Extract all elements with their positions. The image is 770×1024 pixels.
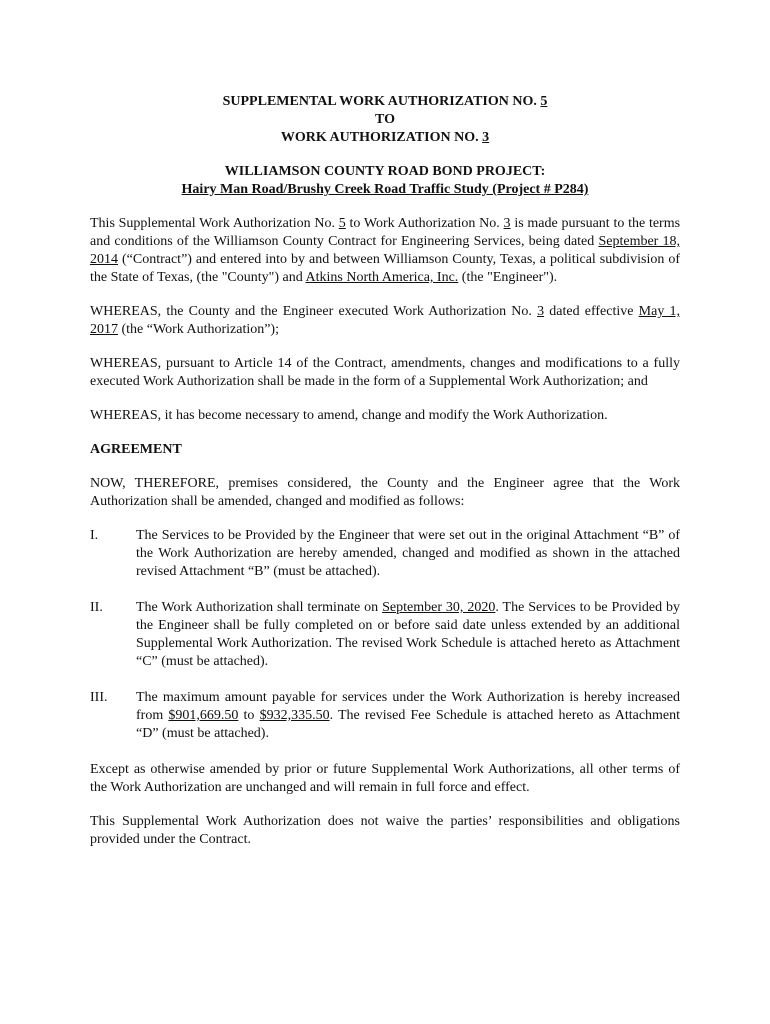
list-item-text: The Services to be Provided by the Engineer that were set out in the original Attachment “B” of the Work Authorization are hereby amended, changed and modified as shown in the attached revised Attachment “B” (must be attached). (136, 528, 680, 579)
contract-date: September 18, 2014 (90, 234, 681, 267)
list-item (90, 689, 680, 743)
amount-from: $901,669.50 (168, 708, 239, 723)
list-item-text: The maximum amount payable for services under the Work Authorization is hereby increased from $901,669.50 to $932,335.50. The revised Fee Schedule is attached hereto as Attachment “D” (must be attached). (136, 690, 681, 741)
list-item-number: III. (90, 690, 108, 705)
now-therefore-paragraph: NOW, THEREFORE, premises considered, the County and the Engineer agree that the Work Authorization shall be amended, changed and modified as follows: (90, 476, 680, 509)
amendment-list (90, 527, 680, 743)
intro-paragraph: This Supplemental Work Authorization No. 5 to Work Authorization No. 3 is made pursuant to the terms and conditions of the Williamson County Contract for Engineering Services, being dated September 18, 2014 (“Contract”) and entered into by and between Williamson County, Texas, a political subdivision of the State of Texas, (the "County") and Atkins North America, Inc. (the "Engineer"). (90, 216, 681, 285)
whereas-paragraph-3: WHEREAS, it has become necessary to amend, change and modify the Work Authorization. (90, 408, 608, 423)
list-item (90, 527, 680, 581)
whereas-paragraph-2: WHEREAS, pursuant to Article 14 of the Contract, amendments, changes and modifications to a fully executed Work Authorization shall be made in the form of a Supplemental Work Authorization; and (90, 356, 680, 389)
document-header (90, 93, 680, 199)
termination-date: September 30, 2020 (382, 600, 496, 615)
header-line-2: TO (375, 112, 395, 127)
agreement-heading: AGREEMENT (90, 442, 182, 457)
list-item-text: The Work Authorization shall terminate on September 30, 2020. The Services to be Provided by the Engineer shall be fully completed on or before said date unless extended by an additional Supplemental Work Authorization. The revised Work Schedule is attached hereto as Attachment “C” (must be attached). (136, 600, 681, 669)
engineer-name: Atkins North America, Inc. (305, 270, 459, 285)
header-line-1: SUPPLEMENTAL WORK AUTHORIZATION NO. 5 (222, 94, 548, 109)
project-title: WILLIAMSON COUNTY ROAD BOND PROJECT: (224, 164, 546, 179)
header-line-3: WORK AUTHORIZATION NO. 3 (280, 130, 490, 145)
whereas-paragraph-1: WHEREAS, the County and the Engineer executed Work Authorization No. 3 dated effective May 1, 2017 (the “Work Authorization”); (90, 304, 681, 337)
list-item-number: II. (90, 600, 103, 615)
list-item-number: I. (90, 528, 99, 543)
waiver-paragraph: This Supplemental Work Authorization does not waive the parties’ responsibilities and obligations provided under the Contract. (90, 814, 680, 847)
supplemental-number: 5 (540, 94, 548, 109)
amount-to: $932,335.50 (259, 708, 330, 723)
effective-date: May 1, 2017 (90, 304, 681, 337)
list-item (90, 599, 680, 671)
document-body (90, 93, 680, 849)
work-authorization-number: 3 (482, 130, 490, 145)
except-paragraph: Except as otherwise amended by prior or future Supplemental Work Authorizations, all other terms of the Work Authorization are unchanged and will remain in full force and effect. (90, 762, 680, 795)
project-subtitle: Hairy Man Road/Brushy Creek Road Traffic Study (Project # P284) (181, 182, 589, 197)
